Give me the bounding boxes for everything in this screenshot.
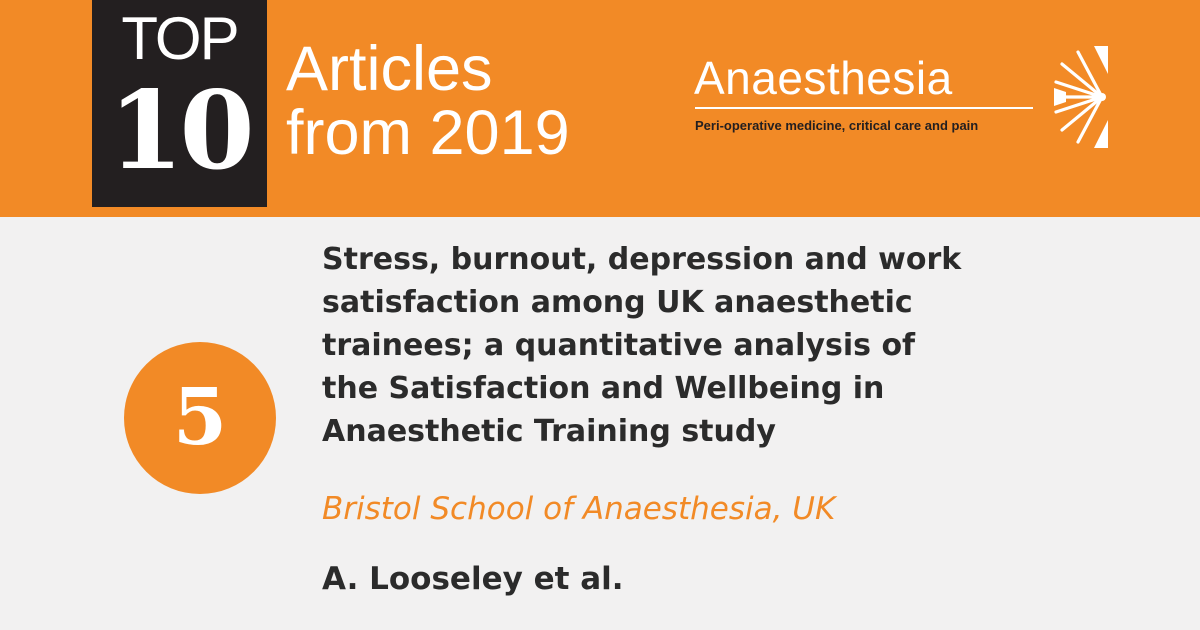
article-title-line: satisfaction among UK anaesthetic [322, 285, 913, 320]
badge-top-label: TOP [121, 5, 238, 72]
header-banner [0, 0, 1200, 217]
article-title-line: Stress, burnout, depression and work [322, 242, 962, 277]
article-institution: Bristol School of Anaesthesia, UK [322, 491, 836, 527]
top10-badge [92, 0, 267, 207]
badge-number: 10 [108, 68, 251, 194]
article-title [322, 238, 1022, 453]
journal-name: Anaesthesia [694, 52, 953, 104]
rank-badge [124, 342, 276, 494]
headline-line-1: Articles [286, 34, 493, 104]
journal-divider [695, 107, 1033, 109]
article-title-line: Anaesthetic Training study [322, 414, 776, 449]
sunburst-logo-icon [1050, 44, 1110, 150]
article-title-line: the Satisfaction and Wellbeing in [322, 371, 885, 406]
headline-line-2: from 2019 [286, 98, 570, 168]
journal-tagline: Peri-operative medicine, critical care and pain [695, 118, 979, 133]
rank-number: 5 [172, 372, 228, 463]
article-authors: A. Looseley et al. [322, 561, 624, 597]
article-title-line: trainees; a quantitative analysis of [322, 328, 916, 363]
